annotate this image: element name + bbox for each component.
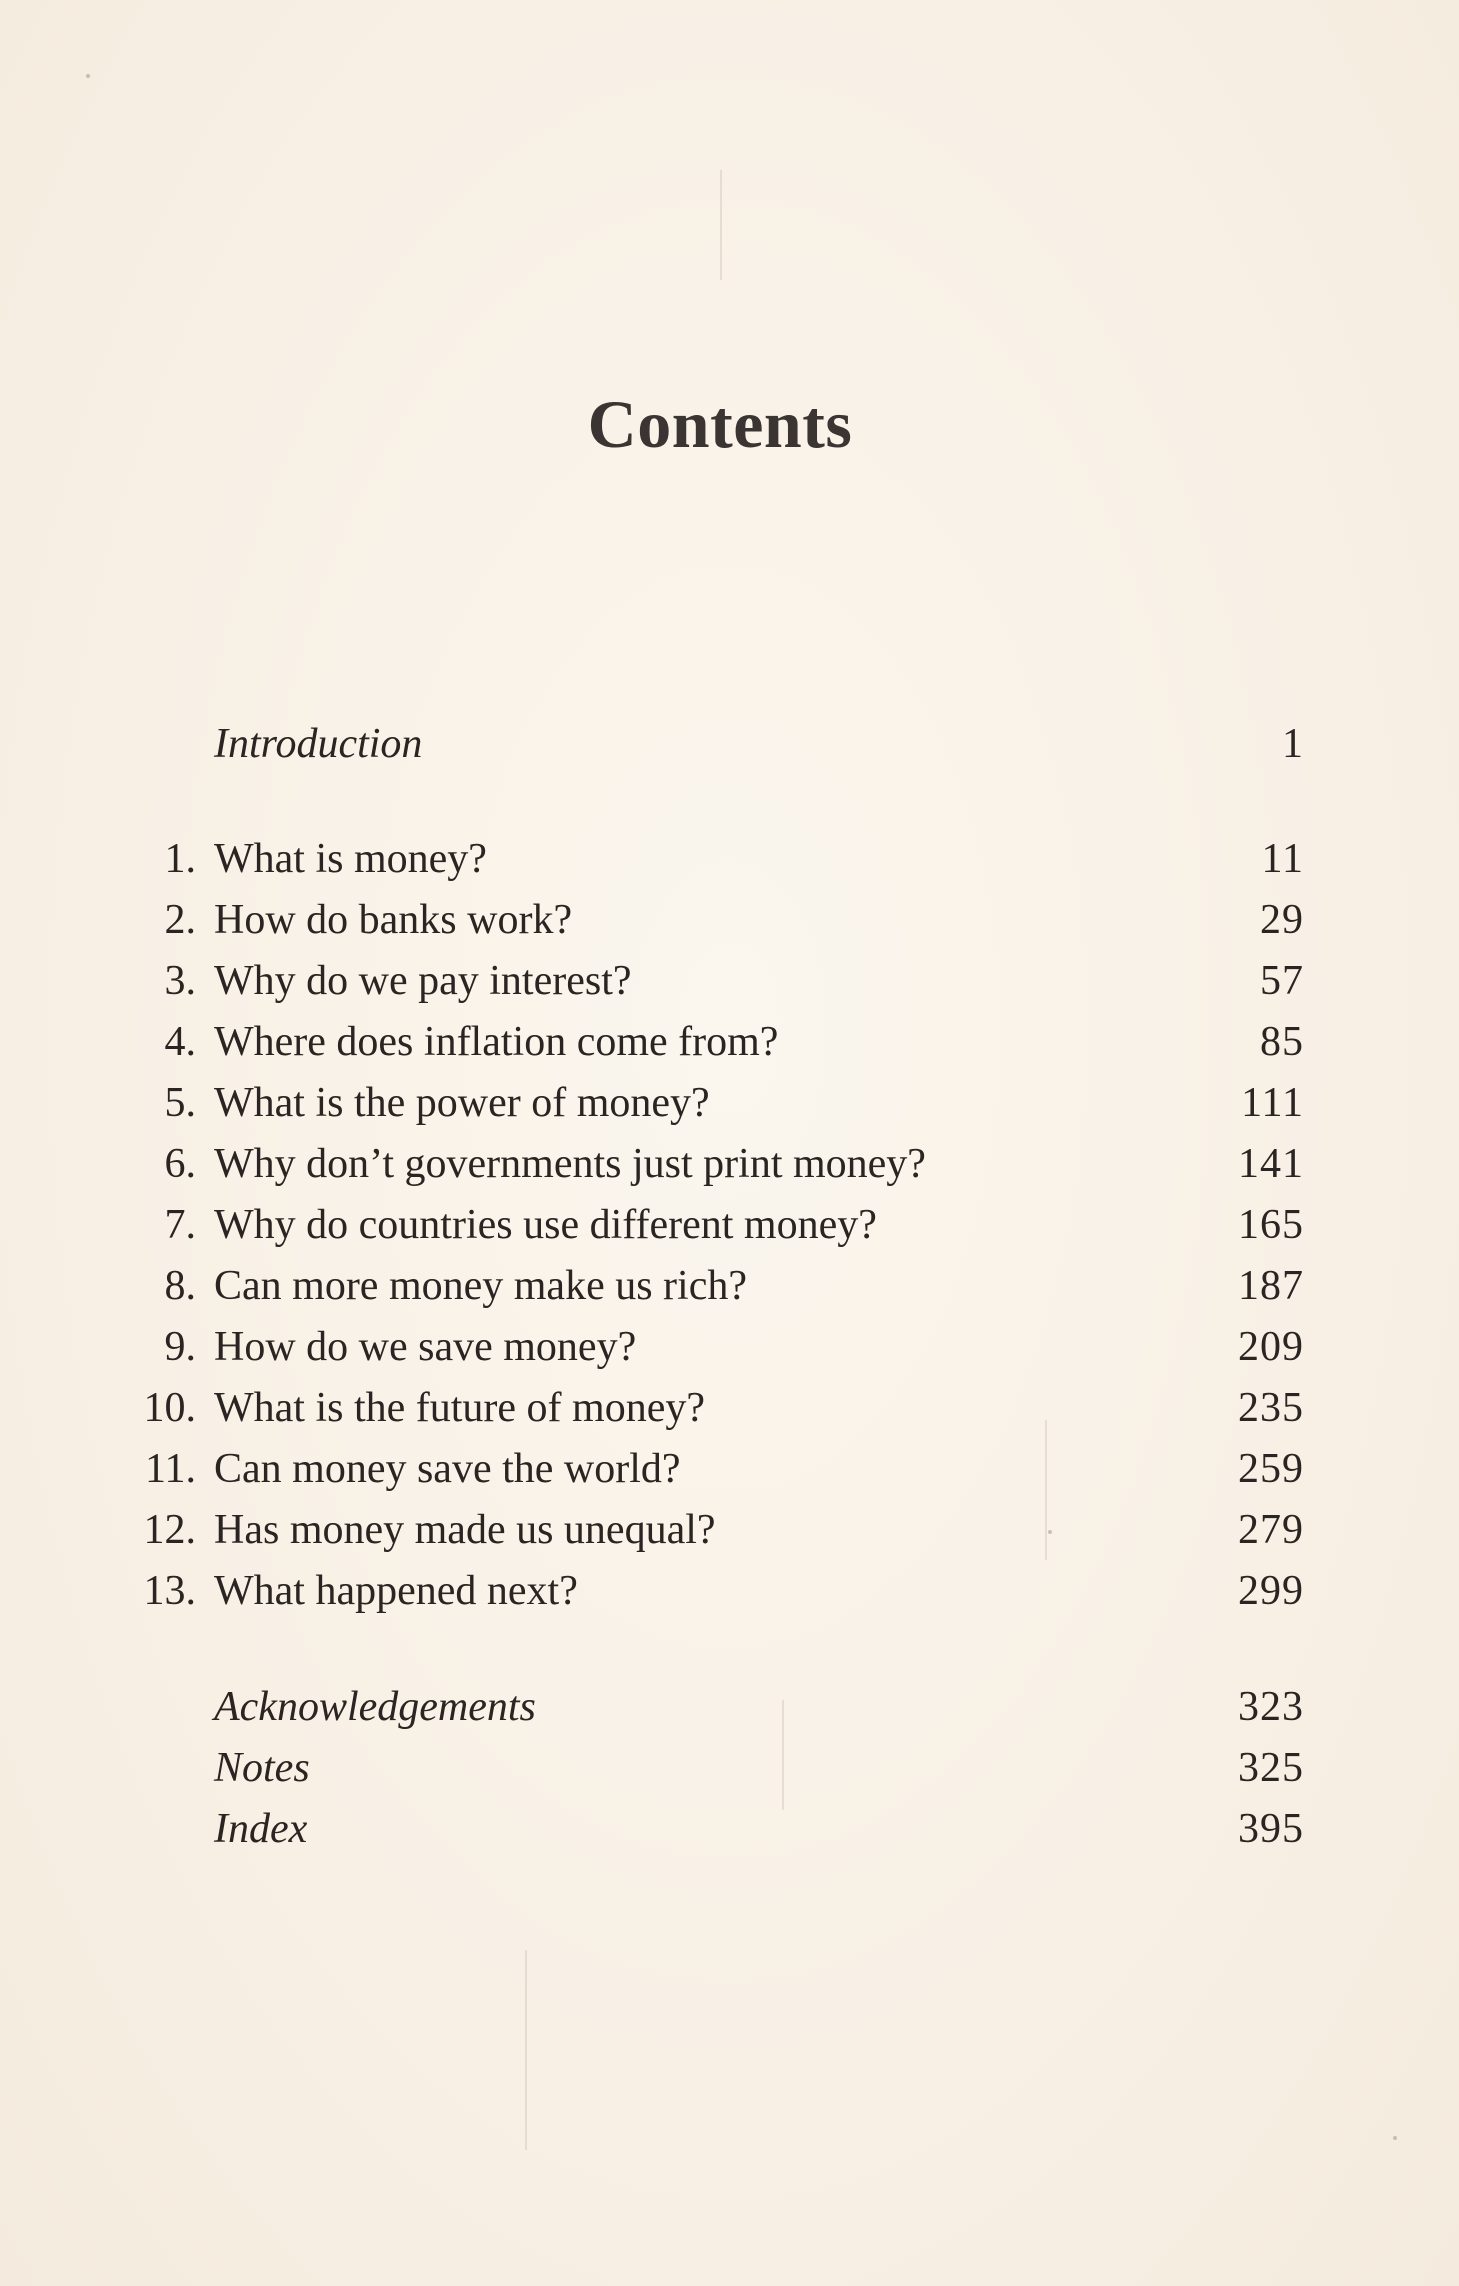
- toc-entry-acknowledgements: [128, 1677, 1304, 1738]
- chapter-number: 13.: [143, 1568, 196, 1614]
- chapter-page: 209: [1238, 1324, 1304, 1370]
- chapter-title: Why do countries use different money?: [214, 1202, 877, 1248]
- chapter-page: 111: [1241, 1080, 1304, 1126]
- back-matter-list: [128, 1677, 1304, 1860]
- chapter-page: 11: [1261, 836, 1304, 882]
- chapter-number: 4.: [164, 1019, 196, 1065]
- chapter-title: What is money?: [214, 836, 487, 882]
- chapter-page: 299: [1238, 1568, 1304, 1614]
- toc-entry-page: 1: [1282, 721, 1304, 767]
- chapter-number: 1.: [164, 836, 196, 882]
- chapter-number: 10.: [143, 1385, 196, 1431]
- toc-chapter-row: [128, 1256, 1304, 1317]
- paper-crease: [525, 1950, 527, 2150]
- chapter-page: 165: [1238, 1202, 1304, 1248]
- chapter-number: 2.: [164, 897, 196, 943]
- paper-speck: [1393, 2136, 1397, 2140]
- chapter-title: What happened next?: [214, 1568, 578, 1614]
- chapter-page: 235: [1238, 1385, 1304, 1431]
- toc-chapter-row: [128, 1317, 1304, 1378]
- chapter-number: 11.: [145, 1446, 196, 1492]
- toc-entry-index: [128, 1799, 1304, 1860]
- paper-speck: [86, 74, 90, 78]
- chapter-number: 5.: [164, 1080, 196, 1126]
- chapter-page: 85: [1260, 1019, 1304, 1065]
- toc-chapter-row: [128, 951, 1304, 1012]
- chapter-page: 57: [1260, 958, 1304, 1004]
- chapter-title: Why don’t governments just print money?: [214, 1141, 926, 1187]
- chapter-page: 279: [1238, 1507, 1304, 1553]
- toc-entry-introduction: [128, 714, 1304, 775]
- chapter-page: 29: [1260, 897, 1304, 943]
- chapter-number: 3.: [164, 958, 196, 1004]
- toc-chapter-row: [128, 829, 1304, 890]
- chapter-title: Where does inflation come from?: [214, 1019, 779, 1065]
- chapter-number: 12.: [143, 1507, 196, 1553]
- toc-chapter-row: [128, 890, 1304, 951]
- chapter-page: 141: [1238, 1141, 1304, 1187]
- chapter-page: 259: [1238, 1446, 1304, 1492]
- chapter-title: What is the power of money?: [214, 1080, 710, 1126]
- chapter-number: 8.: [164, 1263, 196, 1309]
- chapter-title: Can money save the world?: [214, 1446, 681, 1492]
- chapter-list: [128, 829, 1304, 1622]
- toc-entry-label: Notes: [214, 1745, 310, 1791]
- toc-chapter-row: [128, 1561, 1304, 1622]
- toc-entry-page: 323: [1238, 1684, 1304, 1730]
- chapter-title: Can more money make us rich?: [214, 1263, 747, 1309]
- toc-chapter-row: [128, 1012, 1304, 1073]
- chapter-title: Has money made us unequal?: [214, 1507, 716, 1553]
- chapter-title: How do banks work?: [214, 897, 573, 943]
- chapter-number: 6.: [164, 1141, 196, 1187]
- toc-chapter-row: [128, 1134, 1304, 1195]
- toc-entry-notes: [128, 1738, 1304, 1799]
- chapter-page: 187: [1238, 1263, 1304, 1309]
- paper-crease: [720, 170, 722, 280]
- chapter-title: Why do we pay interest?: [214, 958, 632, 1004]
- toc-chapter-row: [128, 1378, 1304, 1439]
- toc-chapter-row: [128, 1500, 1304, 1561]
- chapter-number: 9.: [164, 1324, 196, 1370]
- chapter-title: How do we save money?: [214, 1324, 637, 1370]
- toc-entry-page: 395: [1238, 1806, 1304, 1852]
- toc-entry-label: Acknowledgements: [214, 1684, 536, 1730]
- page-title: Contents: [587, 386, 853, 462]
- toc-entry-label: Index: [214, 1806, 308, 1852]
- toc-chapter-row: [128, 1073, 1304, 1134]
- front-matter-list: [128, 714, 1304, 775]
- toc-chapter-row: [128, 1195, 1304, 1256]
- chapter-number: 7.: [164, 1202, 196, 1248]
- toc-entry-page: 325: [1238, 1745, 1304, 1791]
- chapter-title: What is the future of money?: [214, 1385, 705, 1431]
- toc-chapter-row: [128, 1439, 1304, 1500]
- toc-entry-label: Introduction: [214, 721, 423, 767]
